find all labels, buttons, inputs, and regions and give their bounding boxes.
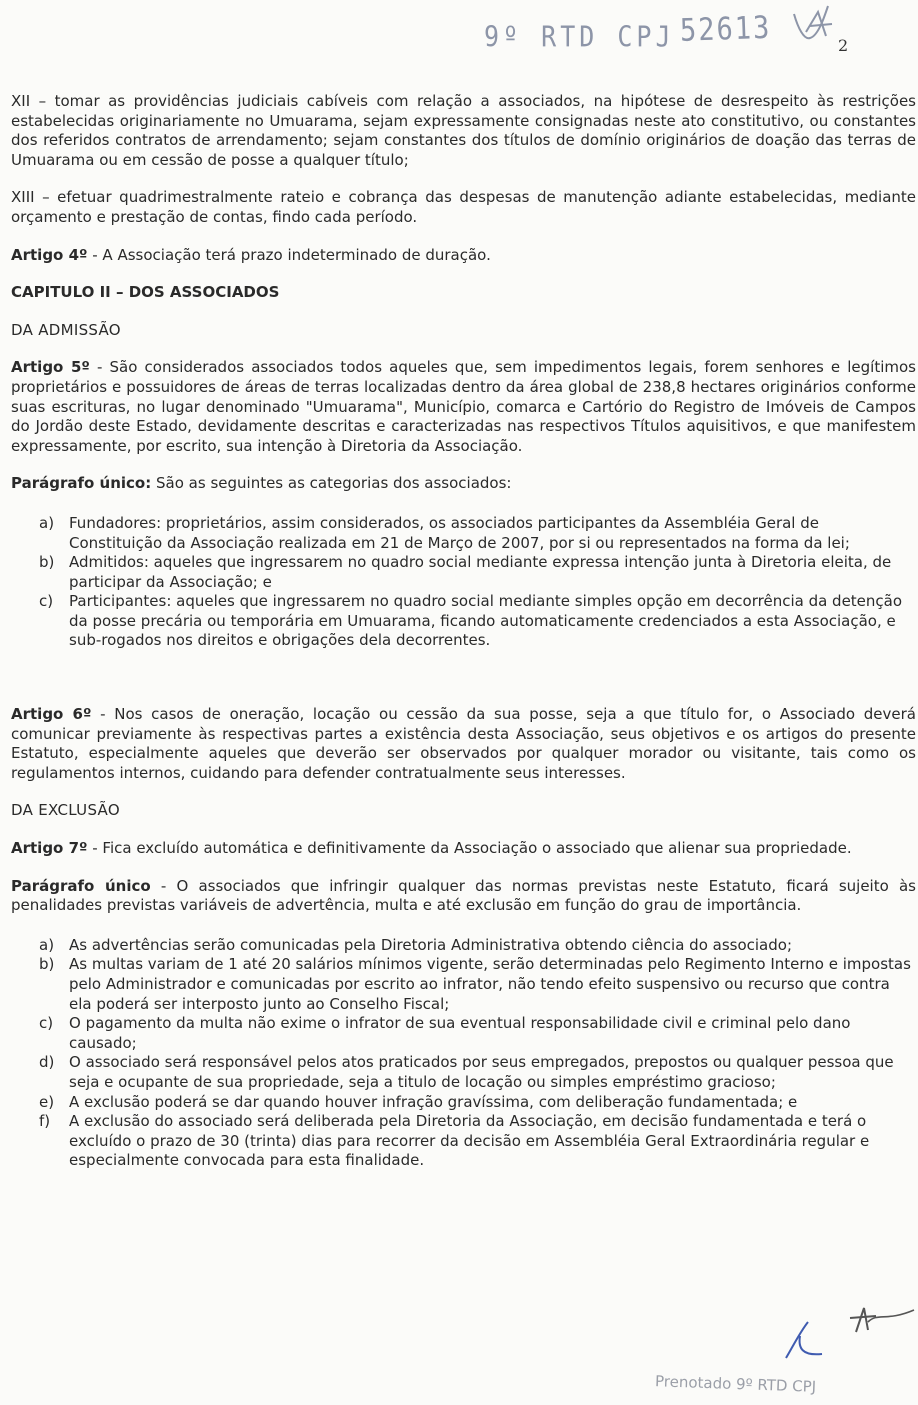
list-item-text: A exclusão poderá se dar quando houver infração gravíssima, com deliberação fundamentada; e bbox=[69, 1092, 798, 1111]
registry-stamp: 9º RTD CPJ bbox=[484, 19, 675, 54]
list-item-label: a) bbox=[39, 513, 55, 532]
prenotado-stamp: Prenotado 9º RTD CPJ bbox=[654, 1372, 817, 1396]
document-body bbox=[11, 92, 916, 1171]
list-item-label: b) bbox=[39, 553, 55, 572]
paragraph-unico-label: Parágrafo único bbox=[11, 876, 151, 895]
article-6-label: Artigo 6º bbox=[11, 705, 92, 724]
list-item-label: b) bbox=[39, 955, 55, 974]
paragraph-unico-text: São as seguintes as categorias dos associados: bbox=[151, 474, 512, 493]
list-item bbox=[39, 1014, 916, 1053]
article-5-text: - São considerados associados todos aqueles que, sem impedimentos legais, forem senhores e legítimos proprietários e possuidores de áreas de terras localizadas dentro da área global de 238,8 hectares originários conforme suas escrituras, no lugar denominado "Umuarama", Município, comarca e Cartório do Registro de Imóveis de Campos do Jordão deste Estado, devidamente descritas e caracterizadas nas respectivos Títulos aquisitivos, e que manifestem expressamente, por escrito, sua intenção à Diretoria da Associação. bbox=[11, 358, 917, 455]
list-item bbox=[39, 1093, 916, 1113]
list-item-label: d) bbox=[39, 1053, 55, 1072]
handwritten-initials bbox=[846, 1302, 916, 1336]
list-item-text: Fundadores: proprietários, assim considerados, os associados participantes da Assembléia Geral de Constituição da Associação realizada em 21 de Março de 2007, por si ou representados na forma da lei; bbox=[69, 513, 850, 552]
list-item-label: c) bbox=[39, 1014, 54, 1033]
list-item-text: A exclusão do associado será deliberada pela Diretoria da Associação, em decisão fundamentada e terá o excluído o prazo de 30 (trinta) dias para recorrer da decisão em Assembléia Geral Extraordinária regular e especialmente convocada para esta finalidade. bbox=[69, 1112, 870, 1170]
article-7 bbox=[11, 839, 916, 859]
section-exclusao: DA EXCLUSÃO bbox=[11, 801, 120, 820]
list-item bbox=[39, 514, 916, 553]
item-xii: XII – tomar as providências judiciais cabíveis com relação a associados, na hipótese de desrespeito às restrições estabelecidas originariamente no Umuarama, sejam expressamente consignadas neste ato constitutivo, ou constantes dos referidos contratos de arrendamento; sejam constantes dos títulos de domínio originários de doação das terras de Umuarama ou em cessão de posse a qualquer título; bbox=[11, 92, 916, 169]
list-item bbox=[39, 955, 916, 1014]
top-initials-signature bbox=[788, 2, 844, 52]
article-5 bbox=[11, 358, 916, 456]
article-6 bbox=[11, 705, 916, 783]
paragraph-unico-text: - O associados que infringir qualquer das normas previstas neste Estatuto, ficará sujeito às penalidades previstas variáveis de advertência, multa e até exclusão em função do grau de importância. bbox=[11, 876, 916, 915]
penalties-list bbox=[11, 936, 916, 1171]
list-item bbox=[39, 936, 916, 956]
list-item bbox=[39, 1053, 916, 1092]
article-5-label: Artigo 5º bbox=[11, 358, 90, 377]
section-admissao: DA ADMISSÃO bbox=[11, 320, 121, 339]
paragraph-unico-label: Parágrafo único: bbox=[11, 474, 152, 493]
list-item-text: As advertências serão comunicadas pela Diretoria Administrativa obtendo ciência do associado; bbox=[69, 935, 792, 954]
item-xiii: XIII – efetuar quadrimestralmente rateio e cobrança das despesas de manutenção adiante estabelecidas, mediante orçamento e prestação de contas, findo cada período. bbox=[11, 188, 916, 226]
page-number: 2 bbox=[838, 36, 849, 55]
paragraph-unico-penalties bbox=[11, 877, 916, 916]
article-7-label: Artigo 7º bbox=[11, 839, 88, 858]
chapter-title: CAPITULO II – DOS ASSOCIADOS bbox=[11, 283, 280, 302]
article-4 bbox=[11, 246, 916, 266]
list-item-text: As multas variam de 1 até 20 salários mínimos vigente, serão determinadas pelo Regimento Interno e impostas pelo Administrador e comunicadas por escrito ao infrator, não tendo efeito suspensivo ou recurso que contra ela poderá ser interposto junto ao Conselho Fiscal; bbox=[69, 955, 911, 1013]
list-item bbox=[39, 553, 916, 592]
paragraph-unico-categories bbox=[11, 474, 916, 494]
list-item-label: a) bbox=[39, 935, 55, 954]
list-item-text: O pagamento da multa não exime o infrator de sua eventual responsabilidade civil e criminal pelo dano causado; bbox=[69, 1014, 851, 1052]
list-item bbox=[39, 1112, 916, 1171]
list-item bbox=[39, 592, 916, 651]
stamp-number: 52613 bbox=[679, 10, 772, 49]
article-7-text: - Fica excluído automática e definitivamente da Associação o associado que alienar sua propriedade. bbox=[87, 839, 852, 858]
list-item-text: Admitidos: aqueles que ingressarem no quadro social mediante expressa intenção junta à Diretoria eleita, de participar da Associação; e bbox=[69, 553, 892, 591]
article-6-text: - Nos casos de oneração, locação ou cessão da sua posse, seja a que título for, o Associado deverá comunicar previamente às respectivas partes a existência desta Associação, seus objetivos e os artigos do presente Estatuto, especialmente aqueles que deverão ser observados por qualquer morador ou visitante, tais como os regulamentos internos, cuidando para defender contratualmente seus interesses. bbox=[11, 705, 916, 782]
article-4-label: Artigo 4º bbox=[11, 245, 88, 264]
list-item-text: Participantes: aqueles que ingressarem no quadro social mediante simples opção em decorrência da detenção da posse precária ou temporária em Umuarama, ficando automaticamente credenciados a esta Associação, e sub-rogados nos direitos e obrigações dela decorrentes. bbox=[69, 592, 903, 650]
handwritten-signature bbox=[778, 1318, 828, 1362]
list-item-text: O associado será responsável pelos atos praticados por seus empregados, prepostos ou qualquer pessoa que seja e ocupante de sua propriedade, seja a titulo de locação ou simples empréstimo gracioso; bbox=[69, 1053, 894, 1091]
list-item-label: e) bbox=[39, 1092, 55, 1111]
article-4-text: - A Associação terá prazo indeterminado de duração. bbox=[87, 245, 491, 264]
list-item-label: f) bbox=[39, 1112, 51, 1131]
categories-list bbox=[11, 514, 916, 651]
list-item-label: c) bbox=[39, 592, 54, 611]
